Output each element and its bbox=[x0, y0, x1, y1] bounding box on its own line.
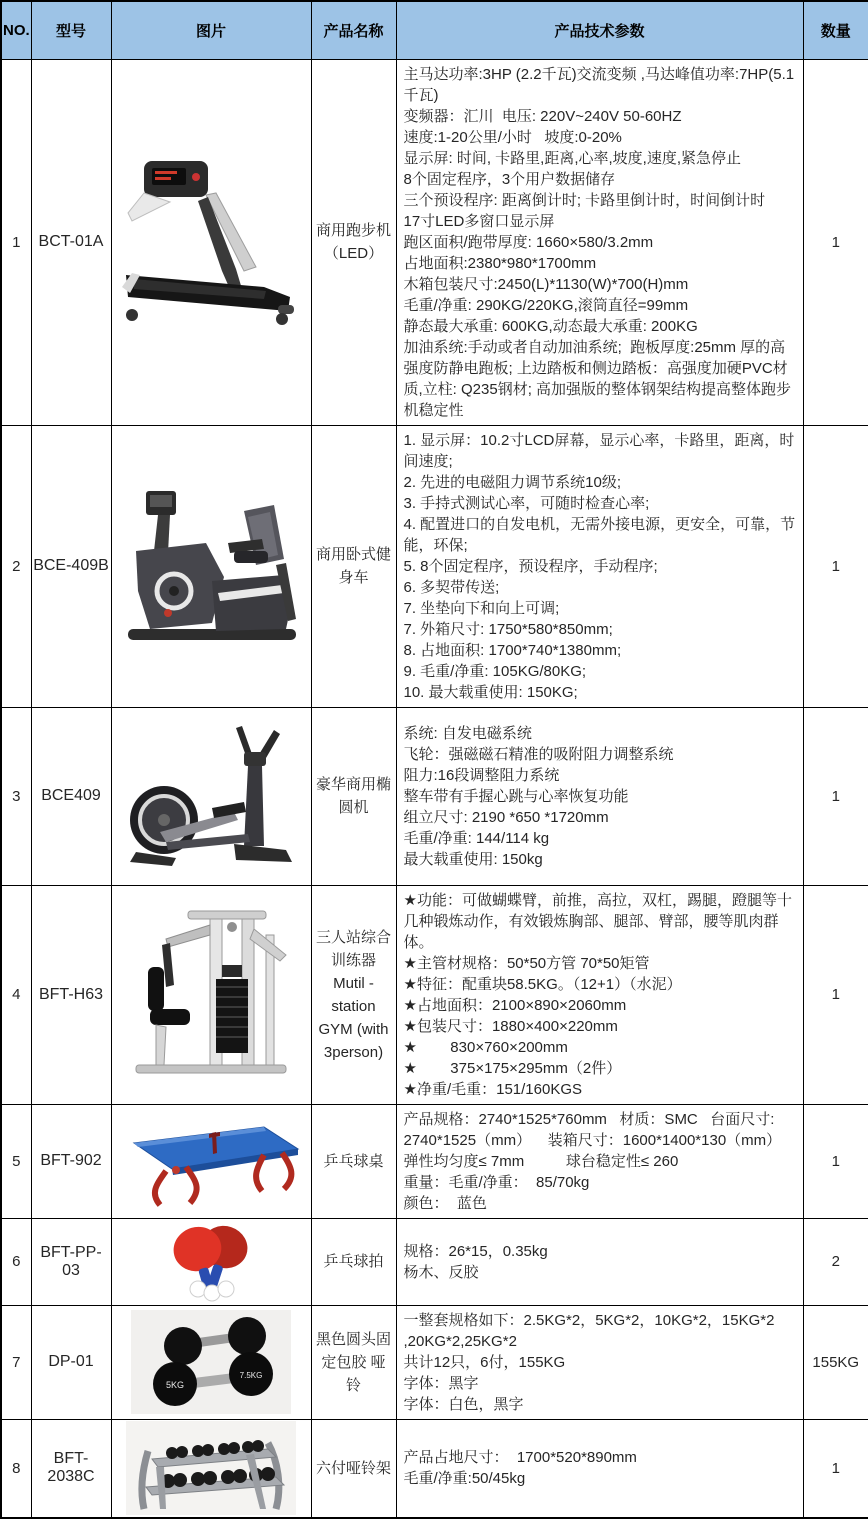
product-name-cell: 商用卧式健身车 bbox=[311, 425, 396, 707]
product-image-cell bbox=[111, 425, 311, 707]
tech-param-line: ★功能：可做蝴蝶臂，前推，高拉，双杠，踢腿，蹬腿等十几种锻炼动作，有效锻炼胸部、腿部、臂部，腰等肌肉群体。 bbox=[403, 891, 792, 951]
model-cell: BFT-H63 bbox=[31, 885, 111, 1104]
model-cell: BFT-PP-03 bbox=[31, 1218, 111, 1305]
row-number-cell: 5 bbox=[1, 1104, 31, 1218]
table-row bbox=[1, 1305, 868, 1419]
product-name-cell: 黑色圆头固定包胶 哑铃 bbox=[311, 1305, 396, 1419]
tech-param-line: 8. 占地面积: 1700*740*1380mm; bbox=[403, 641, 622, 659]
tech-params-cell bbox=[396, 707, 803, 885]
tech-param-line: 毛重/净重:50/45kg bbox=[403, 1470, 526, 1488]
product-name-cell: 乒乓球拍 bbox=[311, 1218, 396, 1305]
tech-param-line: 一整套规格如下：2.5KG*2，5KG*2，10KG*2，15KG*2 bbox=[403, 1311, 775, 1329]
tech-param-line: 飞轮：强磁磁石精准的吸附阻力调整系统 bbox=[403, 745, 674, 763]
table-tennis-paddles-image bbox=[146, 1221, 276, 1303]
tech-params-cell bbox=[396, 885, 803, 1104]
quantity-cell: 1 bbox=[803, 59, 868, 425]
tech-param-line: 三个预设程序: 距离倒计时; 卡路里倒计时，时间倒计时 bbox=[403, 191, 766, 209]
tech-param-line: 系统: 自发电磁系统 bbox=[403, 724, 532, 742]
col-header-image: 图片 bbox=[111, 1, 311, 59]
tech-params-cell bbox=[396, 1419, 803, 1518]
model-cell: BCT-01A bbox=[31, 59, 111, 425]
dumbbells-image bbox=[131, 1310, 291, 1414]
table-row bbox=[1, 1218, 868, 1305]
tech-param-line: 字体：黑字 bbox=[403, 1374, 479, 1392]
table-row bbox=[1, 425, 868, 707]
tech-param-line: 静态最大承重: 600KG,动态最大承重: 200KG bbox=[403, 317, 698, 335]
tech-param-line: ★包装尺寸：1880×400×220mm bbox=[403, 1017, 618, 1035]
model-cell: BCE409 bbox=[31, 707, 111, 885]
tech-param-line: 毛重/净重: 290KG/220KG,滚筒直径=99mm bbox=[403, 296, 689, 314]
tech-param-line: 占地面积:2380*980*1700mm bbox=[403, 254, 597, 272]
quantity-cell: 1 bbox=[803, 1419, 868, 1518]
product-name-cell: 乒乓球桌 bbox=[311, 1104, 396, 1218]
tech-params-cell bbox=[396, 59, 803, 425]
tech-param-line: 跑区面积/跑带厚度: 1660×580/3.2mm bbox=[403, 233, 654, 251]
elliptical-image bbox=[116, 716, 306, 876]
multi-station-gym-image bbox=[126, 905, 296, 1085]
table-tennis-table-image bbox=[116, 1113, 306, 1209]
tech-params-cell bbox=[396, 1218, 803, 1305]
tech-params-cell bbox=[396, 425, 803, 707]
tech-param-line: ★ 375×175×295mm（2件） bbox=[403, 1059, 622, 1077]
tech-param-line: 8个固定程序，3个用户数据储存 bbox=[403, 170, 616, 188]
header-row bbox=[1, 1, 868, 59]
product-name-cell: 商用跑步机（LED） bbox=[311, 59, 396, 425]
tech-param-line: 毛重/净重: 144/114 kg bbox=[403, 829, 550, 847]
col-header-qty: 数量 bbox=[803, 1, 868, 59]
tech-param-line: ★净重/毛重：151/160KGS bbox=[403, 1080, 583, 1098]
row-number-cell: 3 bbox=[1, 707, 31, 885]
tech-param-line: 弹性均匀度≤ 7mm 球台稳定性≤ 260 bbox=[403, 1152, 679, 1170]
tech-param-line: 3. 手持式测试心率，可随时检查心率; bbox=[403, 494, 650, 512]
product-image-cell bbox=[111, 1104, 311, 1218]
model-cell: BCE-409B bbox=[31, 425, 111, 707]
dumbbell-weight-label: 5KG bbox=[165, 1380, 185, 1390]
col-header-model: 型号 bbox=[31, 1, 111, 59]
product-image-cell bbox=[111, 1305, 311, 1419]
quantity-cell: 1 bbox=[803, 1104, 868, 1218]
tech-param-line: 7. 外箱尺寸: 1750*580*850mm; bbox=[403, 620, 613, 638]
tech-param-line: ★特征：配重块58.5KG。（12+1）（水泥） bbox=[403, 975, 682, 993]
quantity-cell: 2 bbox=[803, 1218, 868, 1305]
quantity-cell: 155KG bbox=[803, 1305, 868, 1419]
tech-param-line: 产品规格：2740*1525*760mm 材质：SMC 台面尺寸: 2740*1525（mm） 装箱尺寸：1600*1400*130（mm） bbox=[403, 1110, 782, 1149]
model-cell: BFT-2038C bbox=[31, 1419, 111, 1518]
table-row bbox=[1, 707, 868, 885]
tech-param-line: 17寸LED多窗口显示屏 bbox=[403, 212, 555, 230]
row-number-cell: 6 bbox=[1, 1218, 31, 1305]
row-number-cell: 4 bbox=[1, 885, 31, 1104]
row-number-cell: 1 bbox=[1, 59, 31, 425]
product-image-cell bbox=[111, 59, 311, 425]
product-name-cell: 三人站综合训练器 Mutil - station GYM (with 3person) bbox=[311, 885, 396, 1104]
tech-param-line: ★ 830×760×200mm bbox=[403, 1038, 568, 1056]
treadmill-image bbox=[118, 147, 304, 337]
tech-param-line: 加油系统:手动或者自动加油系统; 跑板厚度:25mm 厚的高强度防静电跑板; 上边踏板和侧边踏板：高强度加硬PVC材质,立柱: Q235钢材; 高加强版的整体钢架结构提高整体跑步机稳定性 bbox=[403, 338, 792, 419]
table-row bbox=[1, 1104, 868, 1218]
tech-param-line: 组立尺寸: 2190 *650 *1720mm bbox=[403, 808, 609, 826]
quantity-cell: 1 bbox=[803, 425, 868, 707]
quantity-cell: 1 bbox=[803, 885, 868, 1104]
tech-param-line: 速度:1-20公里/小时 坡度:0-20% bbox=[403, 128, 622, 146]
tech-param-line: 杨木、反胶 bbox=[403, 1263, 479, 1281]
tech-param-line: 重量：毛重/净重： 85/70kg bbox=[403, 1173, 590, 1191]
model-cell: DP-01 bbox=[31, 1305, 111, 1419]
product-name-cell: 六付哑铃架 bbox=[311, 1419, 396, 1518]
row-number-cell: 8 bbox=[1, 1419, 31, 1518]
product-image-cell bbox=[111, 707, 311, 885]
tech-param-line: ★占地面积：2100×890×2060mm bbox=[403, 996, 627, 1014]
product-name-cell: 豪华商用椭圆机 bbox=[311, 707, 396, 885]
tech-param-line: 颜色： 蓝色 bbox=[403, 1194, 487, 1212]
tech-params-cell bbox=[396, 1305, 803, 1419]
product-image-cell bbox=[111, 885, 311, 1104]
quantity-cell: 1 bbox=[803, 707, 868, 885]
table-row bbox=[1, 59, 868, 425]
model-cell: BFT-902 bbox=[31, 1104, 111, 1218]
tech-param-line: 9. 毛重/净重: 105KG/80KG; bbox=[403, 662, 587, 680]
tech-param-line: 阻力:16段调整阻力系统 bbox=[403, 766, 560, 784]
tech-param-line: 整车带有手握心跳与心率恢复功能 bbox=[403, 787, 629, 805]
tech-param-line: 共计12只，6付，155KG bbox=[403, 1353, 566, 1371]
tech-param-line: 2. 先进的电磁阻力调节系统10级; bbox=[403, 473, 622, 491]
product-image-cell bbox=[111, 1419, 311, 1518]
tech-param-line: 字体：白色，黑字 bbox=[403, 1395, 524, 1413]
table-row bbox=[1, 1419, 868, 1518]
tech-param-line: 规格：26*15，0.35kg bbox=[403, 1242, 548, 1260]
tech-param-line: 显示屏: 时间, 卡路里,距离,心率,坡度,速度,紧急停止 bbox=[403, 149, 742, 167]
tech-param-line: 1. 显示屏：10.2寸LCD屏幕，显示心率，卡路里，距离，时间速度; bbox=[403, 431, 795, 470]
row-number-cell: 2 bbox=[1, 425, 31, 707]
tech-param-line: 最大载重使用: 150kg bbox=[403, 850, 543, 868]
product-image-cell bbox=[111, 1218, 311, 1305]
table-row bbox=[1, 885, 868, 1104]
tech-param-line: 6. 多契带传送; bbox=[403, 578, 500, 596]
col-header-name: 产品名称 bbox=[311, 1, 396, 59]
dumbbell-rack-image bbox=[126, 1421, 296, 1515]
tech-param-line: 7. 坐垫向下和向上可调; bbox=[403, 599, 560, 617]
col-header-params: 产品技术参数 bbox=[396, 1, 803, 59]
col-header-no: NO. bbox=[1, 1, 31, 59]
dumbbell-weight-label: 7.5KG bbox=[239, 1371, 263, 1380]
tech-param-line: ,20KG*2,25KG*2 bbox=[403, 1332, 517, 1350]
tech-param-line: 木箱包装尺寸:2450(L)*1130(W)*700(H)mm bbox=[403, 275, 689, 293]
tech-param-line: 变频器：汇川 电压: 220V~240V 50-60HZ bbox=[403, 107, 682, 125]
recumbent-bike-image bbox=[116, 481, 306, 651]
tech-param-line: 10. 最大载重使用: 150KG; bbox=[403, 683, 578, 701]
tech-param-line: ★主管材规格：50*50方管 70*50矩管 bbox=[403, 954, 650, 972]
row-number-cell: 7 bbox=[1, 1305, 31, 1419]
tech-param-line: 4. 配置进口的自发电机，无需外接电源，更安全，可靠，节能，环保; bbox=[403, 515, 796, 554]
tech-param-line: 产品占地尺寸： 1700*520*890mm bbox=[403, 1449, 637, 1467]
tech-params-cell bbox=[396, 1104, 803, 1218]
tech-param-line: 主马达功率:3HP (2.2千瓦)交流变频 ,马达峰值功率:7HP(5.1千瓦) bbox=[403, 65, 795, 104]
tech-param-line: 5. 8个固定程序，预设程序，手动程序; bbox=[403, 557, 658, 575]
